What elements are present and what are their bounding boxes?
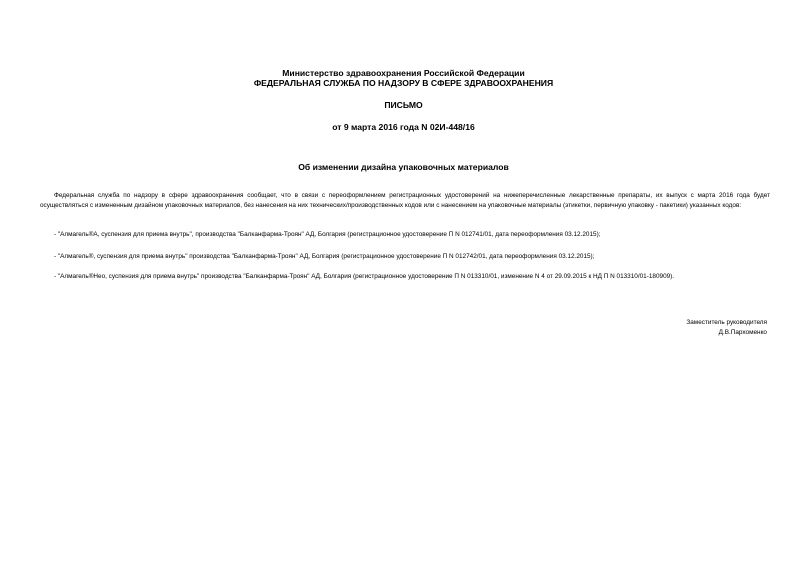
list-item: - "Алмагель®, суспензия для приема внутрь" производства "Балканфарма-Троян" АД, Болгария (регистрационное удостоверение П N 012742/01, дата переоформления 03.12.2015); <box>54 253 595 260</box>
document-date-number: от 9 марта 2016 года N 02И-448/16 <box>332 122 475 132</box>
signatory-name: Д.В.Пархоменко <box>718 329 767 336</box>
signatory-title: Заместитель руководителя <box>686 319 767 326</box>
list-item: - "Алмагель®А, суспензия для приема внутрь", производства "Балканфарма-Троян" АД, Болгария (регистрационное удостоверение П N 012741/01, дата переоформления 03.12.2015); <box>54 231 601 238</box>
main-paragraph: Федеральная служба по надзору в сфере здравоохранения сообщает, что в связи с переоформлением регистрационных удостоверений на нижеперечисленные лекарственные препараты, их выпуск с марта 2016 года будет осуществляться с измененным дизайном упаковочных материалов, без нанесения на них технических/производственных кодов или с нанесением на упаковочные материалы (этикетки, первичную упаковку - пакетики) указанных кодов: <box>40 192 770 210</box>
document-type: ПИСЬМО <box>384 100 423 110</box>
ministry-name: Министерство здравоохранения Российской Федерации <box>282 68 525 78</box>
document-subject: Об изменении дизайна упаковочных материалов <box>298 162 509 172</box>
service-name: ФЕДЕРАЛЬНАЯ СЛУЖБА ПО НАДЗОРУ В СФЕРЕ ЗДРАВООХРАНЕНИЯ <box>253 78 554 88</box>
list-item: - "Алмагель®Нео, суспензия для приема внутрь" производства "Балканфарма-Троян" АД, Болгария (регистрационное удостоверение П N 013310/01, изменение N 4 от 29.09.2015 к НД П N 013310/01-180909). <box>54 273 675 280</box>
